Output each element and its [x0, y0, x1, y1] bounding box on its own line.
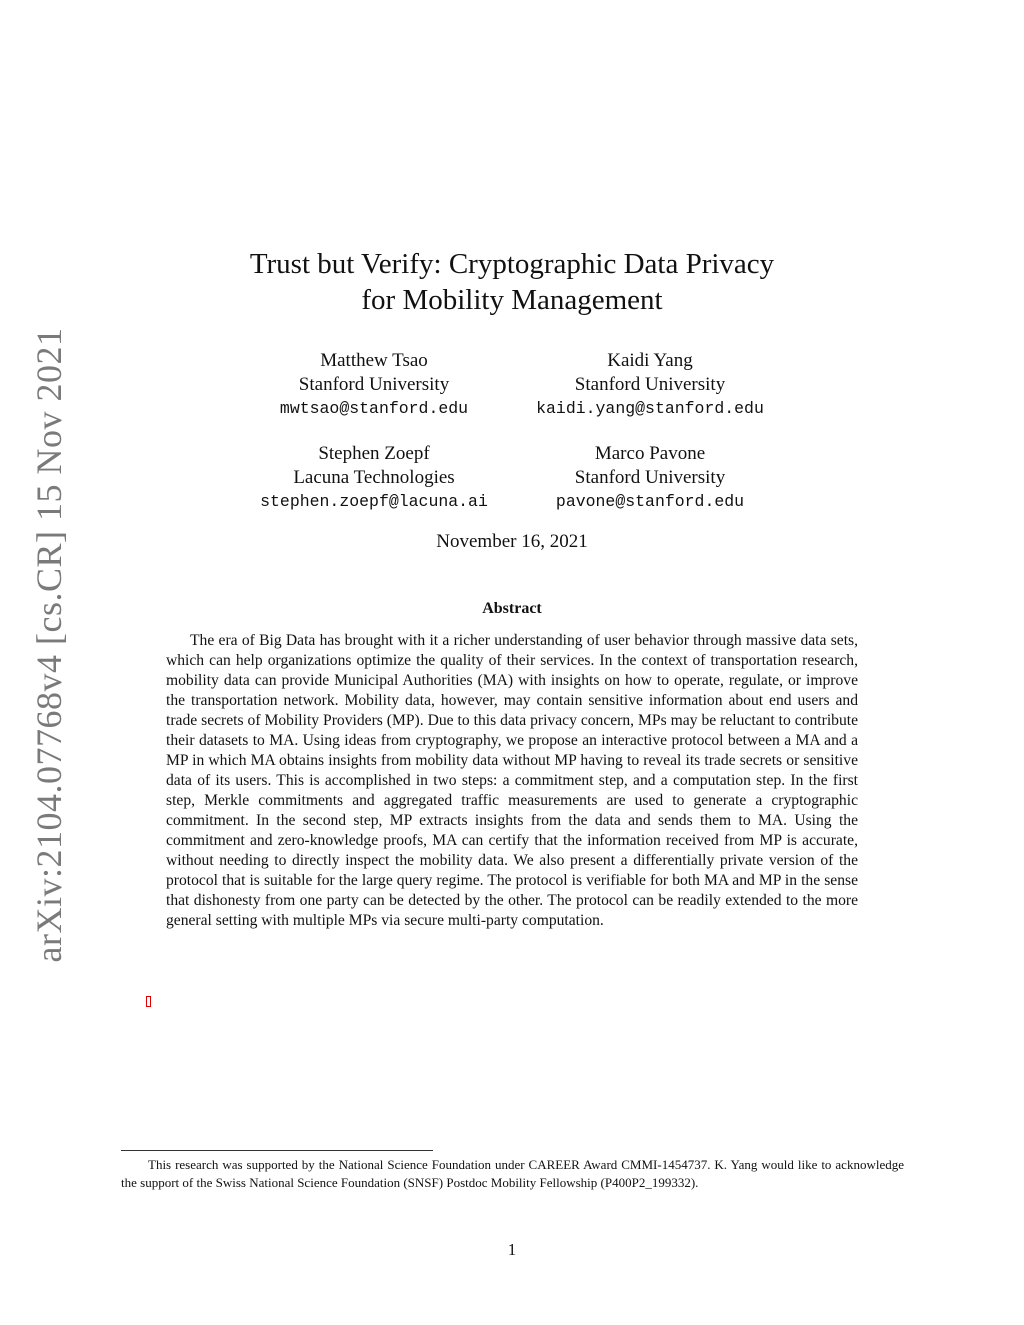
author-name: Stephen Zoepf	[318, 443, 430, 464]
title-line-2: for Mobility Management	[361, 284, 663, 316]
red-marker	[146, 996, 151, 1007]
author-email[interactable]: stephen.zoepf@lacuna.ai	[260, 492, 488, 511]
author-email[interactable]: mwtsao@stanford.edu	[279, 399, 469, 418]
author-email[interactable]: kaidi.yang@stanford.edu	[536, 399, 764, 418]
page-number: 1	[507, 1240, 517, 1259]
author-affiliation: Lacuna Technologies	[293, 467, 455, 488]
abstract-text: The era of Big Data has brought with it a richer understanding of user behavior through massive data sets, which can help organizations optimize the quality of their services. In the context of transportation research, mobility data can provide Municipal Authorities (MA) with insights on how to operate, regulate, or improve the transportation network. Mobility data, however, may contain sensitive information about end users and trade secrets of Mobility Providers (MP). Due to this data privacy concern, MPs may be reluctant to contribute their datasets to MA. Using ideas from cryptography, we propose an interactive protocol between a MA and a MP in which MA obtains insights from mobility data without MP having to reveal its trade secrets or sensitive data of its users. This is accomplished in two steps: a commitment step, and a computation step. In the first step, Merkle commitments and aggregated traffic measurements are used to generate a cryptographic commitment. In the second step, MP extracts insights from the data and sends them to MA. Using the commitment and zero-knowledge proofs, MA can certify that the information received from MP is accurate, without needing to directly inspect the mobility data. We also present a differentially private version of the protocol that is suitable for the large query regime. The protocol is verifiable for both MA and MP in the sense that dishonesty from one party can be detected by the other. The protocol can be readily extended to the more general setting with multiple MPs via secure multi-party computation.	[166, 632, 858, 929]
author-affiliation: Stanford University	[574, 467, 726, 488]
footnote-divider	[121, 1150, 433, 1151]
author-name: Matthew Tsao	[320, 350, 428, 371]
title-line-1: Trust but Verify: Cryptographic Data Privacy	[249, 248, 775, 280]
paper-title	[0, 246, 1024, 318]
author-card	[500, 349, 800, 421]
author-card	[500, 442, 800, 514]
publication-date: November 16, 2021	[436, 531, 588, 552]
arxiv-identifier-stamp: arXiv:2104.07768v4 [cs.CR] 15 Nov 2021	[29, 327, 69, 963]
author-name: Kaidi Yang	[607, 350, 693, 371]
abstract-heading: Abstract	[482, 600, 542, 617]
author-card	[224, 349, 524, 421]
footnote-text: This research was supported by the National Science Foundation under CAREER Award CMMI-1454737. K. Yang would like to acknowledge the support of the Swiss National Science Foundation (SNSF) Postdoc Mobility Fellowship (P400P2_199332).	[121, 1157, 904, 1190]
author-card	[224, 442, 524, 514]
author-name: Marco Pavone	[594, 443, 706, 464]
author-email[interactable]: pavone@stanford.edu	[555, 492, 745, 511]
author-affiliation: Stanford University	[574, 374, 726, 395]
author-affiliation: Stanford University	[298, 374, 450, 395]
